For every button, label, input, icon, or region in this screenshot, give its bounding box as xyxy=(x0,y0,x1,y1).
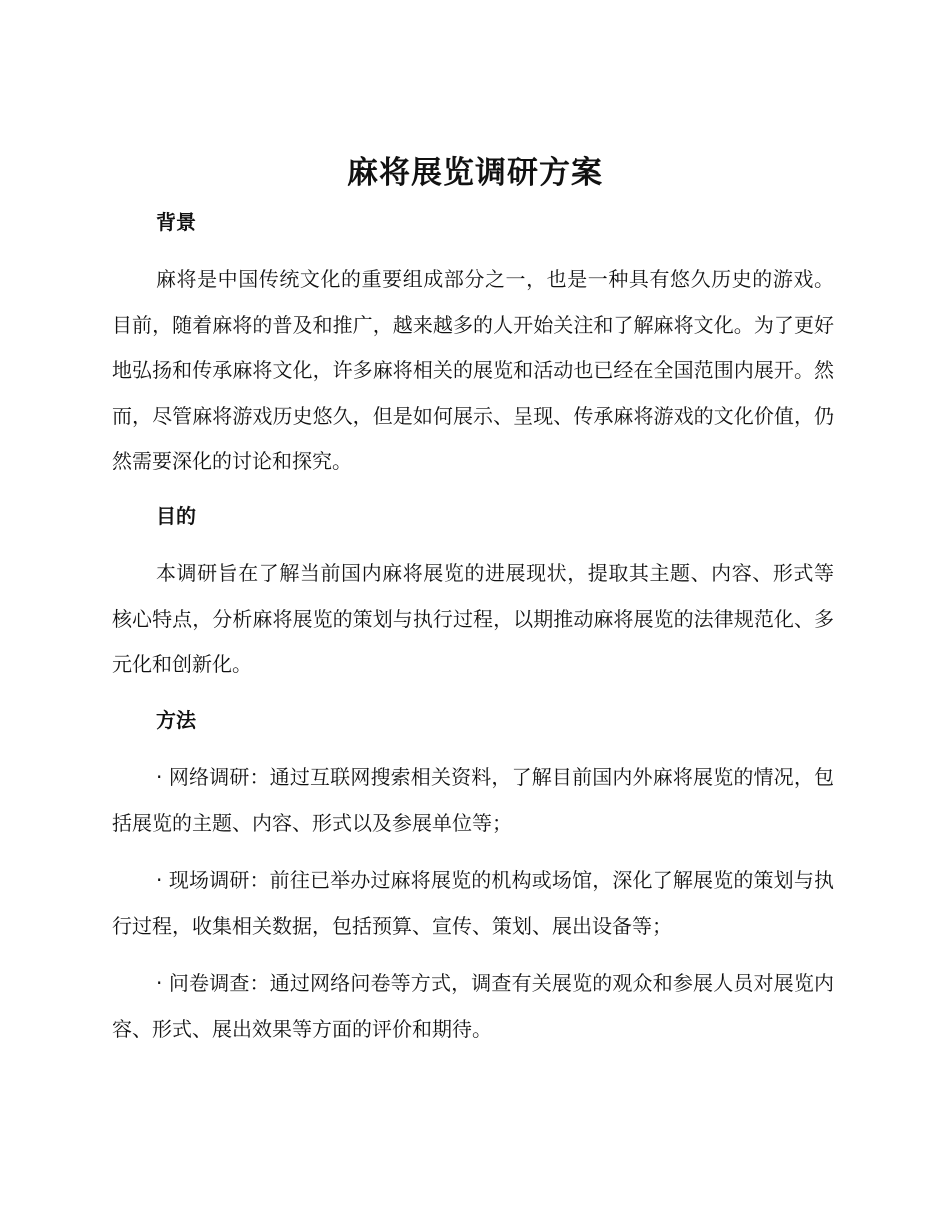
section-heading-method: 方法 xyxy=(156,708,196,732)
section-heading-background: 背景 xyxy=(156,210,196,234)
method-item-field-research: · 现场调研：前往已举办过麻将展览的机构或场馆，深化了解展览的策划与执行过程，收集相关数据，包括预算、宣传、策划、展出设备等； xyxy=(112,868,834,938)
background-paragraph: 麻将是中国传统文化的重要组成部分之一，也是一种具有悠久历史的游戏。目前，随着麻将的普及和推广，越来越多的人开始关注和了解麻将文化。为了更好地弘扬和传承麻将文化，许多麻将相关的展览和活动也已经在全国范围内展开。然而，尽管麻将游戏历史悠久，但是如何展示、呈现、传承麻将游戏的文化价值，仍然需要深化的讨论和探究。 xyxy=(112,267,834,473)
method-item-online-research: · 网络调研：通过互联网搜索相关资料，了解目前国内外麻将展览的情况，包括展览的主题、内容、形式以及参展单位等； xyxy=(112,765,834,835)
section-heading-purpose: 目的 xyxy=(156,504,196,528)
method-item-questionnaire: · 问卷调查：通过网络问卷等方式，调查有关展览的观众和参展人员对展览内容、形式、展出效果等方面的评价和期待。 xyxy=(112,971,834,1041)
document-title: 麻将展览调研方案 xyxy=(347,155,603,191)
purpose-paragraph: 本调研旨在了解当前国内麻将展览的进展现状，提取其主题、内容、形式等核心特点，分析麻将展览的策划与执行过程，以期推动麻将展览的法律规范化、多元化和创新化。 xyxy=(112,561,834,676)
